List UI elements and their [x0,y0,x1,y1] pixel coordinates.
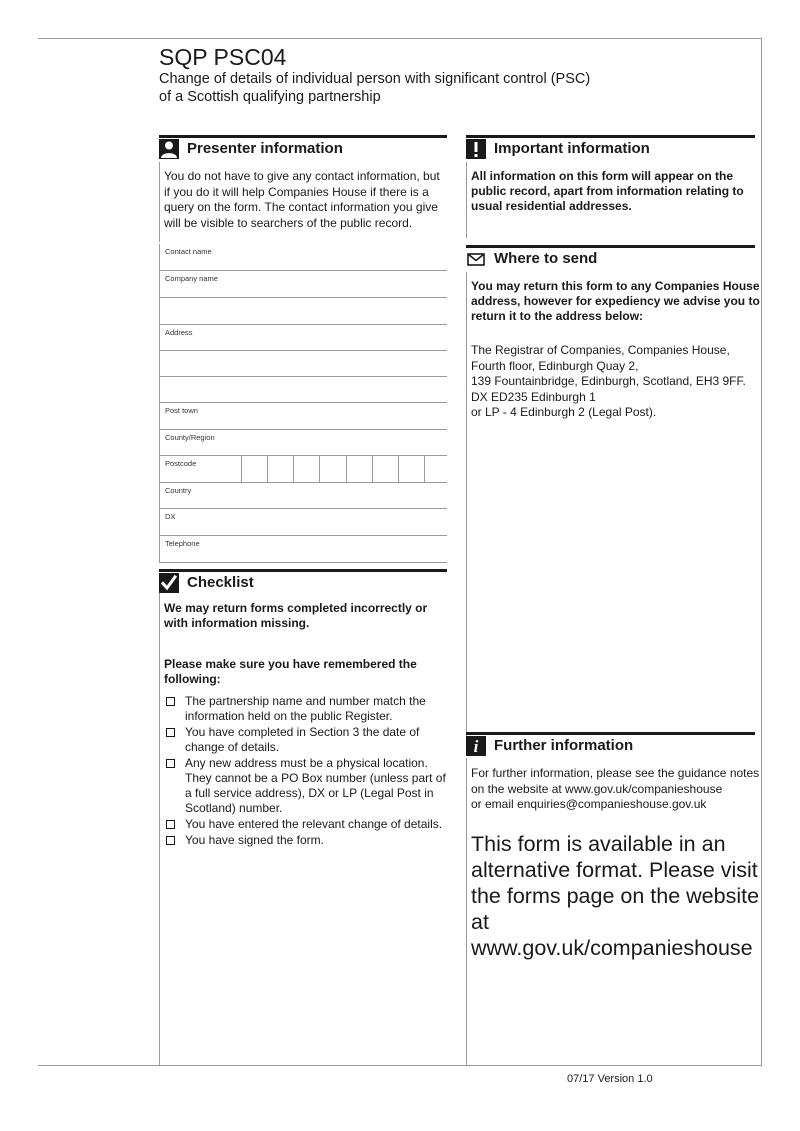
postcode-label: Postcode [165,459,197,468]
version-label: 07/17 Version 1.0 [567,1073,653,1085]
left-column-border [159,162,160,242]
envelope-icon [466,249,486,269]
dx-label: DX [165,512,176,521]
postcode-char-divider [319,456,320,482]
post-town-label: Post town [165,406,198,415]
company-name-label: Company name [165,274,218,283]
address-line: or LP - 4 Edinburgh 2 (Legal Post). [471,405,657,419]
registrar-address [471,343,761,421]
country-label: Country [165,486,192,495]
checklist-items [163,694,453,849]
where-to-send-heading-label: Where to send [494,250,598,267]
checkbox[interactable] [166,728,175,737]
form-title-line-1: Change of details of individual person with significant control (PSC) [159,71,591,87]
checklist-item[interactable] [163,756,453,816]
presenter-heading [159,135,447,159]
dx-field[interactable] [159,509,447,536]
company-name-field[interactable] [159,271,447,298]
right-column-border-lower [466,758,467,1066]
postcode-char-divider [293,456,294,482]
further-info-line: or email enquiries@companieshouse.gov.uk [471,797,707,811]
telephone-field[interactable] [159,536,447,563]
county-label: County/Region [165,433,215,442]
top-rule [38,38,762,39]
checklist-prompt: Please make sure you have remembered the following: [164,657,417,686]
checkbox[interactable] [166,759,175,768]
postcode-char-divider [424,456,425,482]
postcode-char-divider [267,456,268,482]
address-line: The Registrar of Companies, Companies House, [471,343,730,357]
country-field[interactable] [159,483,447,509]
address-field[interactable] [159,325,447,351]
bottom-rule [38,1065,762,1066]
further-info-line: For further information, please see the guidance notes [471,766,760,780]
right-column-border-mid [466,272,467,736]
address-line: Fourth floor, Edinburgh Quay 2, [471,358,639,373]
postcode-char-divider [346,456,347,482]
address-line: 139 Fountainbridge, Edinburgh, Scotland, EH3 9FF. [471,374,746,388]
telephone-label: Telephone [165,539,200,548]
checklist-heading [159,569,447,593]
contact-name-label: Contact name [165,247,212,256]
address-field-line-3[interactable] [159,377,447,403]
exclamation-icon [466,139,486,159]
company-name-field-line-2[interactable] [159,298,447,325]
presenter-intro: You do not have to give any contact information, but if you do it will help Companies House if there is a query on the form. The contact information you give will be visible to searchers of the public record. [164,169,440,230]
postcode-char-divider [398,456,399,482]
tick-icon [159,573,179,593]
further-heading [466,732,755,756]
checklist-item-text: The partnership name and number match the information held on the public Register. [185,694,426,723]
where-to-send-heading [466,245,755,269]
form-code: SQP PSC04 [159,44,287,70]
checklist-item[interactable] [163,817,453,832]
info-icon [466,736,486,756]
where-to-send-intro: You may return this form to any Companies House address, however for expediency we advise you to return it to the address below: [471,279,760,323]
postcode-field[interactable] [159,456,447,483]
page-right-border [761,38,762,1066]
important-heading [466,135,755,159]
checklist-item[interactable] [163,833,453,848]
contact-name-field[interactable] [159,244,447,271]
county-field[interactable] [159,430,447,456]
address-field-line-2[interactable] [159,351,447,377]
address-line: DX ED235 Edinburgh 1 [471,389,596,404]
checklist-warning: We may return forms completed incorrectly or with information missing. [164,601,428,630]
further-info-line: on the website at www.gov.uk/companieshouse [471,781,723,796]
right-column-border [466,162,467,238]
checklist-item-text: Any new address must be a physical location. They cannot be a PO Box number (unless part of a full service address), DX or LP (Legal Post in Scotland) number. [185,756,446,815]
postcode-char-divider [372,456,373,482]
important-heading-label: Important information [494,140,650,157]
checklist-item-text: You have completed in Section 3 the date of change of details. [185,725,420,754]
checkbox[interactable] [166,820,175,829]
address-label: Address [165,328,193,337]
checklist-item[interactable] [163,725,453,755]
post-town-field[interactable] [159,403,447,430]
postcode-char-divider [241,456,242,482]
left-column-border-lower [159,592,160,1066]
checkbox[interactable] [166,836,175,845]
checklist-item[interactable] [163,694,453,724]
checklist-heading-label: Checklist [187,574,254,591]
checkbox[interactable] [166,697,175,706]
important-text: All information on this form will appear on the public record, apart from information relating to usual residential addresses. [471,169,744,213]
checklist-item-text: You have entered the relevant change of details. [185,817,443,831]
further-info-text [471,766,763,813]
further-heading-label: Further information [494,737,634,754]
person-icon [159,139,179,159]
presenter-heading-label: Presenter information [187,140,343,157]
svg-text:i: i [473,736,479,756]
form-title [159,70,599,106]
alternative-format-notice: This form is available in an alternative format. Please visit the forms page on the website at www.gov.uk/companieshouse [471,832,760,960]
form-title-line-2: of a Scottish qualifying partnership [159,89,381,105]
checklist-item-text: You have signed the form. [185,833,324,847]
